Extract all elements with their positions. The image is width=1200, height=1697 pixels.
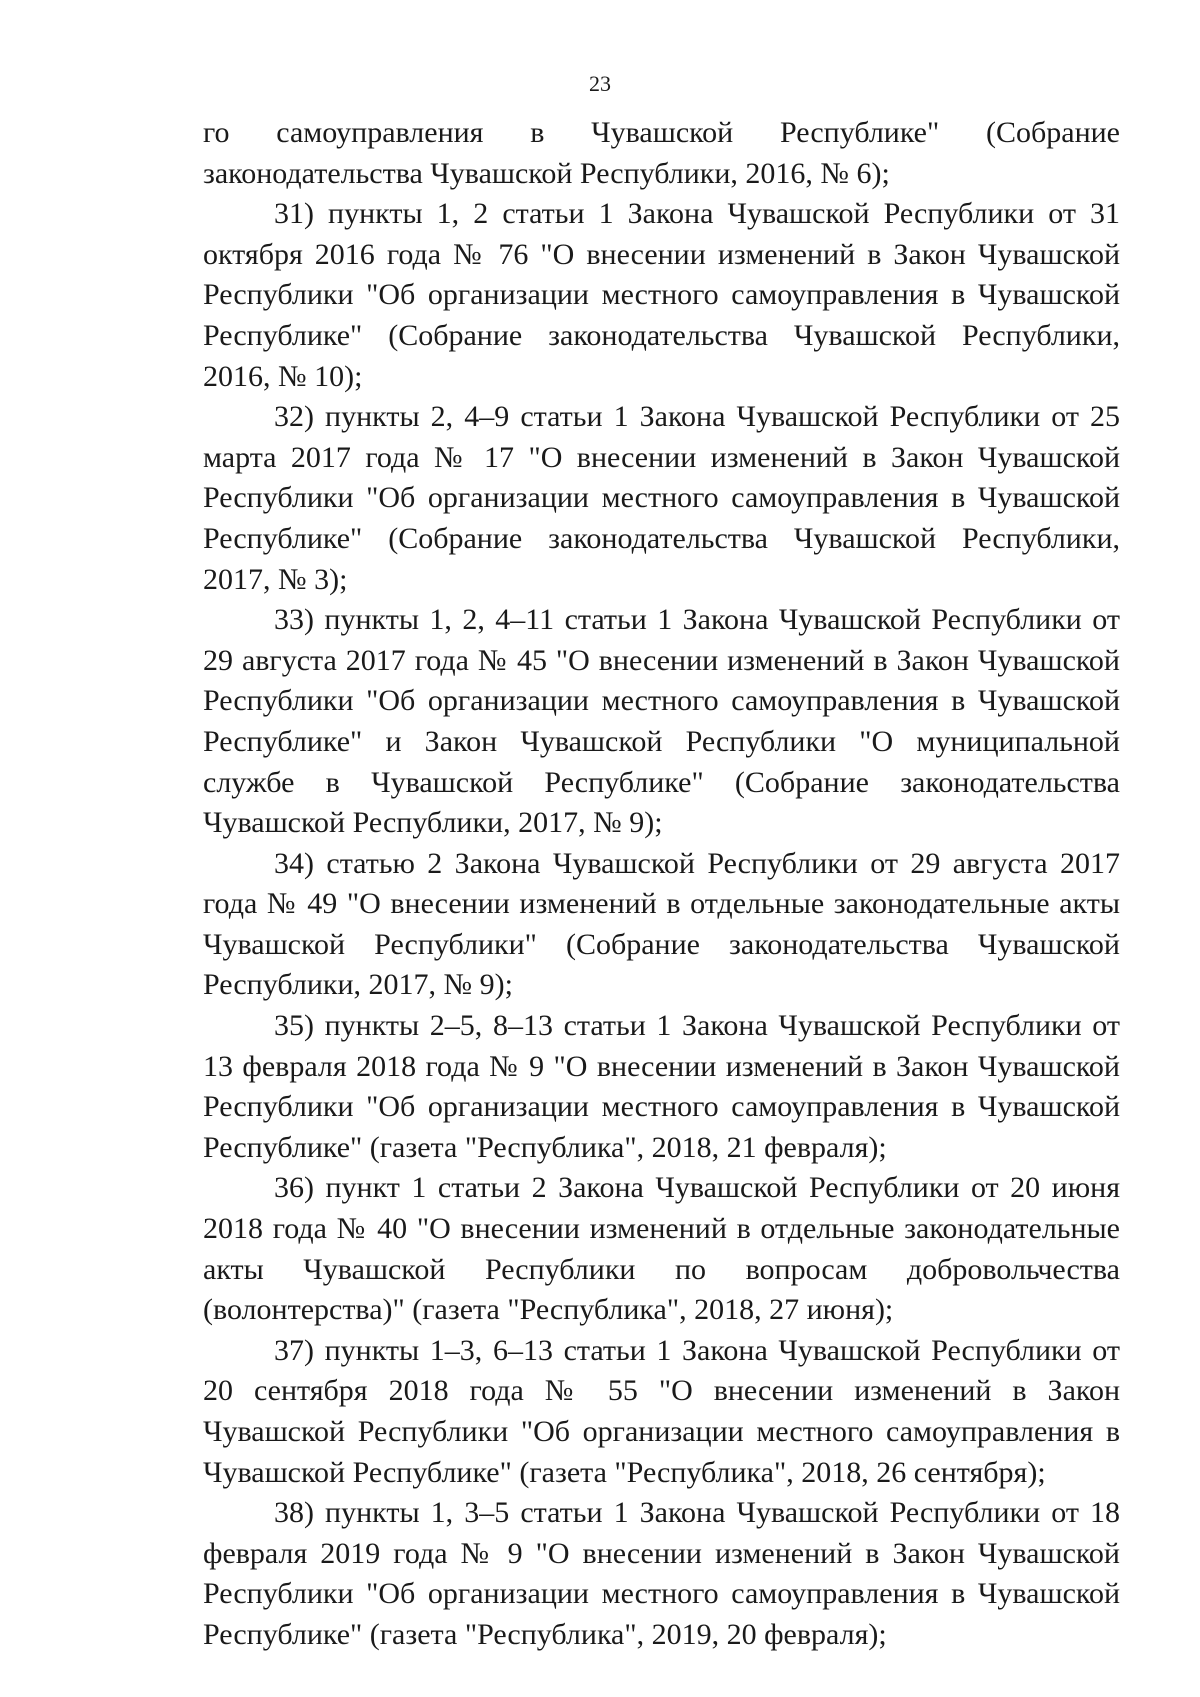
- page-number: 23: [589, 71, 611, 96]
- list-item-35: 35) пункты 2–5, 8–13 статьи 1 Закона Чувашской Республики от 13 февраля 2018 года № 9 "О внесении изменений в Закон Чувашской Республики "Об организации местного самоуправления в Чувашской Республике" (газета "Республика", 2018, 21 февраля);: [203, 1009, 1120, 1164]
- list-item-32: 32) пункты 2, 4–9 статьи 1 Закона Чувашской Республики от 25 марта 2017 года № 17 "О внесении изменений в Закон Чувашской Республики "Об организации местного самоуправления в Чувашской Республике" (Собрание законодательства Чувашской Республики, 2017, № 3);: [203, 400, 1120, 596]
- list-item-33: 33) пункты 1, 2, 4–11 статьи 1 Закона Чувашской Республики от 29 августа 2017 года № 45 "О внесении изменений в Закон Чувашской Республики "Об организации местного самоуправления в Чувашской Республике" и Закон Чувашской Республики "О муниципальной службе в Чувашской Республике" (Собрание законодательства Чувашской Республики, 2017, № 9);: [203, 603, 1120, 840]
- list-item-34: 34) статью 2 Закона Чувашской Республики от 29 августа 2017 года № 49 "О внесении изменений в отдельные законодательные акты Чувашской Республики" (Собрание законодательства Чувашской Республики, 2017, № 9);: [203, 846, 1120, 1002]
- list-item-38: 38) пункты 1, 3–5 статьи 1 Закона Чувашской Республики от 18 февраля 2019 года № 9 "О внесении изменений в Закон Чувашской Республики "Об организации местного самоуправления в Чувашской Республике" (газета "Республика", 2019, 20 февраля);: [203, 1496, 1120, 1651]
- list-item-37: 37) пункты 1–3, 6–13 статьи 1 Закона Чувашской Республики от 20 сентября 2018 года № 55 "О внесении изменений в Закон Чувашской Республики "Об организации местного самоуправления в Чувашской Республике" (газета "Республика", 2018, 26 сентября);: [203, 1333, 1120, 1489]
- list-item-36: 36) пункт 1 статьи 2 Закона Чувашской Республики от 20 июня 2018 года № 40 "О внесении изменений в отдельные законодательные акты Чувашской Республики по вопросам добровольчества (волонтерства)" (газета "Республика", 2018, 27 июня);: [203, 1171, 1120, 1327]
- list-item-31: 31) пункты 1, 2 статьи 1 Закона Чувашской Республики от 31 октября 2016 года № 76 "О внесении изменений в Закон Чувашской Республики "Об организации местного самоуправления в Чувашской Республике" (Собрание законодательства Чувашской Республики, 2016, № 10);: [203, 197, 1120, 393]
- paragraph-continuation: го самоуправления в Чувашской Республике" (Собрание законодательства Чувашской Республики, 2016, № 6);: [203, 116, 1120, 190]
- document-body: [203, 113, 1120, 1656]
